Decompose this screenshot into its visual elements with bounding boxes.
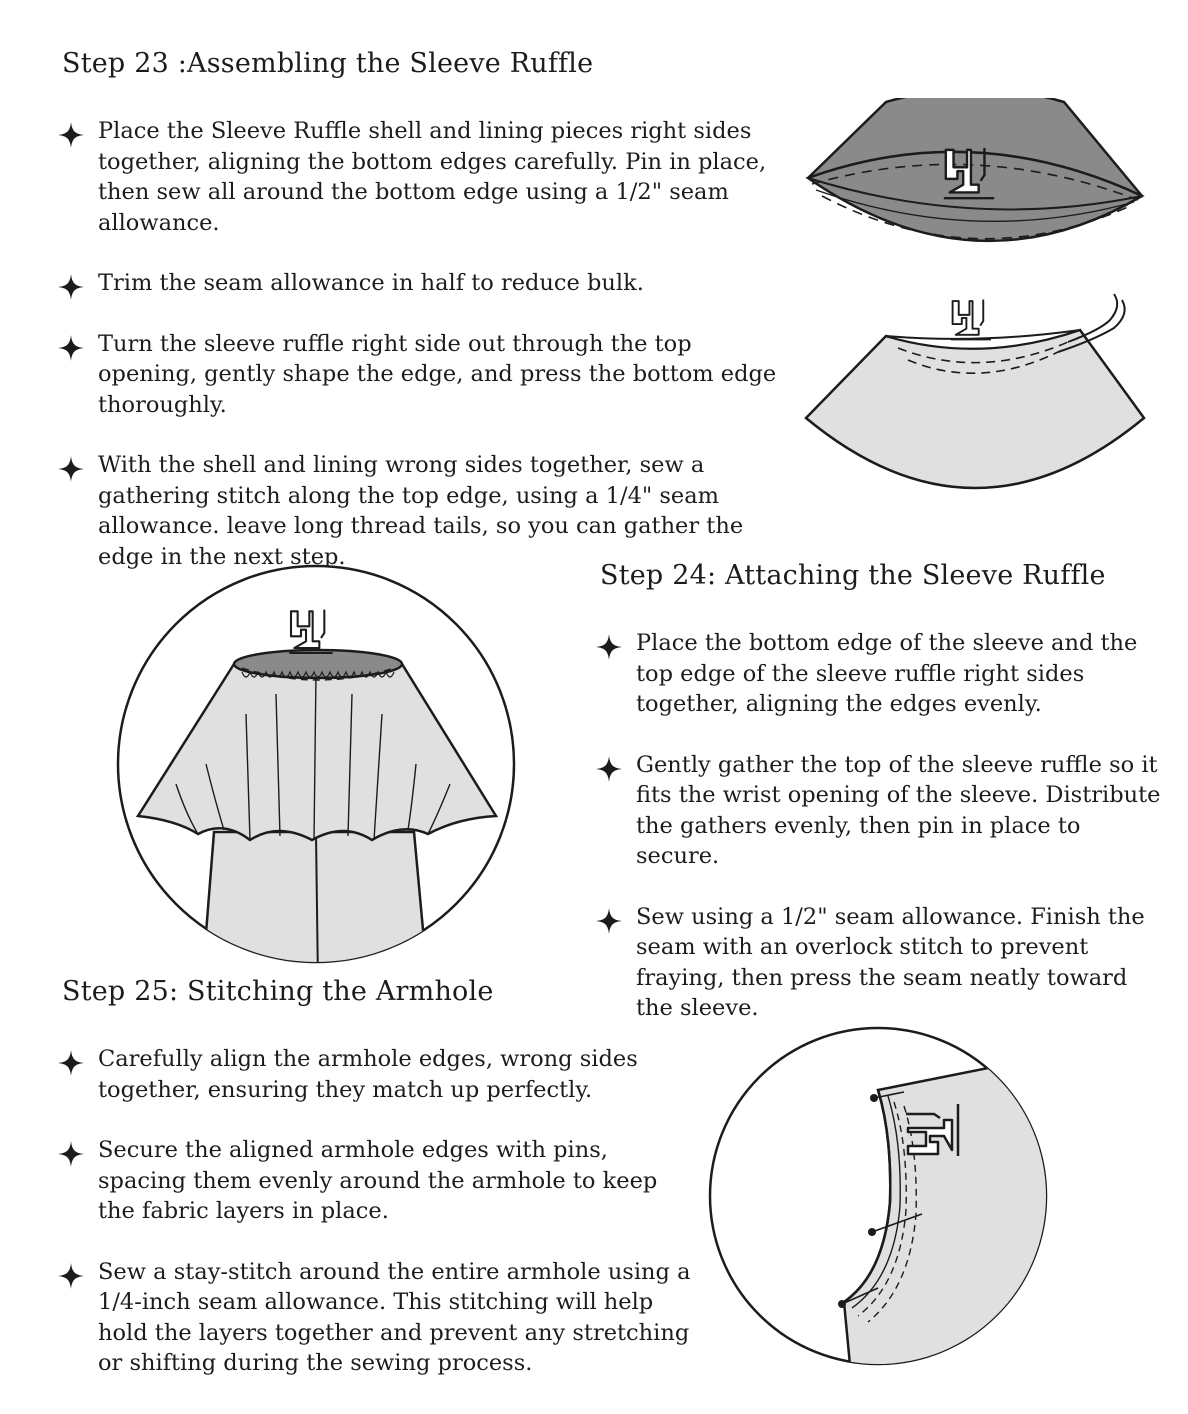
step-23-item-4-text: With the shell and lining wrong sides together, sew a gathering stitch along the top edge, using a 1/4" seam allowance. leave long thread tails, so you can gather the edge in the next step. xyxy=(98,452,744,570)
four-point-star-icon xyxy=(596,908,622,934)
step-25-item-1-text: Carefully align the armhole edges, wrong sides together, ensuring they match up perfectly. xyxy=(98,1046,638,1103)
list-item xyxy=(58,116,788,238)
four-point-star-icon xyxy=(58,274,84,300)
list-item xyxy=(58,1135,698,1227)
step-23-item-3-text: Turn the sleeve ruffle right side out through the top opening, gently shape the edge, and press the bottom edge thoroughly. xyxy=(98,330,777,418)
four-point-star-icon xyxy=(596,634,622,660)
four-point-star-icon xyxy=(58,1141,84,1167)
sleeve-ruffle-illustration xyxy=(116,564,516,964)
step-24-item-1-text: Place the bottom edge of the sleeve and the top edge of the sleeve ruffle right sides together, aligning the edges evenly. xyxy=(636,630,1138,717)
armhole-illustration xyxy=(708,1026,1048,1366)
four-point-star-icon xyxy=(58,1050,84,1076)
four-point-star-icon xyxy=(58,456,84,482)
list-item xyxy=(596,750,1166,872)
step-25-title: Step 25: Stitching the Armhole xyxy=(62,976,494,1007)
step-24-title: Step 24: Attaching the Sleeve Ruffle xyxy=(600,560,1106,591)
step-24-list xyxy=(596,628,1166,1024)
ruffle-gathering-illustration xyxy=(800,290,1150,490)
list-item xyxy=(596,902,1166,1024)
list-item xyxy=(58,329,788,421)
four-point-star-icon xyxy=(596,756,622,782)
four-point-star-icon xyxy=(58,1263,84,1289)
step-23-title: Step 23 :Assembling the Sleeve Ruffle xyxy=(62,48,594,79)
list-item xyxy=(58,1257,698,1379)
ruffle-sewn-illustration xyxy=(800,98,1150,270)
presser-foot-icon xyxy=(951,300,991,340)
step-23-item-2-text: Trim the seam allowance in half to reduce bulk. xyxy=(98,270,644,296)
four-point-star-icon xyxy=(58,335,84,361)
step-25-list xyxy=(58,1044,698,1379)
list-item xyxy=(596,628,1166,720)
step-23-list xyxy=(58,116,788,572)
step-25-item-3-text: Sew a stay-stitch around the entire armhole using a 1/4-inch seam allowance. This stitching will help hold the layers together and prevent any stretching or shifting during the sewing process. xyxy=(98,1258,691,1376)
step-24-item-3-text: Sew using a 1/2" seam allowance. Finish the seam with an overlock stitch to prevent fraying, then press the seam neatly toward the sleeve. xyxy=(636,903,1145,1021)
list-item xyxy=(58,1044,698,1105)
step-25-item-2-text: Secure the aligned armhole edges with pins, spacing them evenly around the armhole to keep the fabric layers in place. xyxy=(98,1137,658,1224)
step-24-item-2-text: Gently gather the top of the sleeve ruffle so it fits the wrist opening of the sleeve. Distribute the gathers evenly, then pin in place to secure. xyxy=(636,751,1161,869)
four-point-star-icon xyxy=(58,122,84,148)
list-item xyxy=(58,450,788,572)
step-23-item-1-text: Place the Sleeve Ruffle shell and lining pieces right sides together, aligning the bottom edges carefully. Pin in place, then sew all around the bottom edge using a 1/2" seam allowance. xyxy=(98,118,767,236)
list-item xyxy=(58,268,788,299)
